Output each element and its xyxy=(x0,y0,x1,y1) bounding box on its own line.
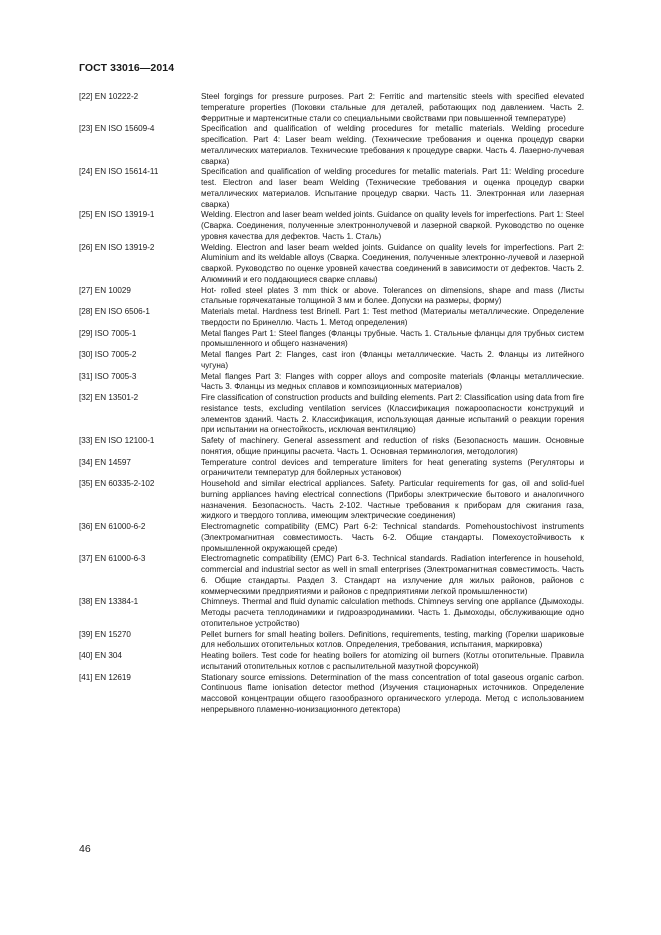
reference-id: [34] EN 14597 xyxy=(79,457,131,467)
reference-id: [32] EN 13501-2 xyxy=(79,393,139,402)
reference-id: [23] EN ISO 15609-4 xyxy=(79,124,155,134)
reference-item xyxy=(79,673,584,716)
reference-id: [30] ISO 7005-2 xyxy=(79,350,137,359)
reference-item xyxy=(79,630,584,652)
page-number: 46 xyxy=(79,843,91,855)
reference-id: [28] EN ISO 6506-1 xyxy=(79,307,150,316)
reference-text: Electromagnetic compatibility (EMC) Part 6-2: Technical standards. Pomehoustochivost instruments (Электромагнитная совместимость. Часть 6-2. Общие стандарты. Помехоустойчивость к промышленной окружающей среде) xyxy=(201,522,584,553)
reference-item xyxy=(79,210,584,242)
reference-text: Metal flanges Part 2: Flanges, cast iron (Фланцы металлические. Часть 2. Фланцы из литейного чугуна) xyxy=(201,350,584,370)
reference-item xyxy=(79,372,584,394)
reference-id: [39] EN 15270 xyxy=(79,629,131,639)
reference-text: Fire classification of construction products and building elements. Part 2: Classification using data from fire resistance tests, excluding ventilation services (Классификация пожароопасности конструкций и элементов зданий. Часть 2. Классификация, использующая данные испытаний о реакции горения при испытании на огнестойкость, исключая вентиляцию) xyxy=(201,393,584,435)
reference-id: [29] ISO 7005-1 xyxy=(79,328,137,338)
reference-item xyxy=(79,651,584,673)
reference-id: [38] EN 13384-1 xyxy=(79,597,139,607)
reference-text: Metal flanges Part 3: Flanges with copper alloys and composite materials (Фланцы металлические. Часть 3. Фланцы из медных сплавов и композиционных материалов) xyxy=(201,371,584,392)
reference-item xyxy=(79,286,584,308)
reference-item xyxy=(79,167,584,210)
reference-list xyxy=(79,92,584,716)
reference-item xyxy=(79,329,584,351)
reference-text: Steel forgings for pressure purposes. Part 2: Ferritic and martensitic steels with specified elevated temperature properties (Поковки стальные для деталей, работающих под давлением. Часть 2. Ферритные и мартенситные стали со специальными свойствами при повышенной температуре) xyxy=(201,92,584,123)
reference-text: Electromagnetic compatibility (EMC) Part 6-3. Technical standards. Radiation interference in household, commercial and industrial sector as well in small enterprises (Электромагнитная совместимость. Часть 6. Общие стандарты. Раздел 3. Стандарт на излучение для жилых районов, районов с коммерческими предприятиями и районов с предприятиями легкой промышленности) xyxy=(201,554,584,596)
reference-text: Temperature control devices and temperature limiters for heat generating systems (Регуляторы и ограничители температур для бойлерных установок) xyxy=(201,457,584,478)
reference-id: [37] EN 61000-6-3 xyxy=(79,554,146,564)
reference-text: Safety of machinery. General assessment and reduction of risks (Безопасность машин. Основные понятия, общие принципы расчета. Часть 1. Основная терминология, методология) xyxy=(201,436,584,456)
reference-id: [27] EN 10029 xyxy=(79,285,131,295)
reference-id: [36] EN 61000-6-2 xyxy=(79,522,146,531)
reference-text: Specification and qualification of welding procedures for metallic materials. Welding procedure specification. Part 4: Laser beam welding. (Технические требования и оценка процедур сварки металлических материалов. Технические требования к процедуре сварки. Часть 4. Лазерно-лучевая сварка) xyxy=(201,124,584,166)
reference-id: [25] EN ISO 13919-1 xyxy=(79,210,155,220)
reference-id: [31] ISO 7005-3 xyxy=(79,371,137,381)
reference-item xyxy=(79,350,584,372)
reference-item xyxy=(79,124,584,167)
reference-text: Materials metal. Hardness test Brinell. Part 1: Test method (Материалы металлические. Определение твердости по Бринеллю. Часть 1. Метод определения) xyxy=(201,307,584,327)
document-header: ГОСТ 33016—2014 xyxy=(79,62,175,74)
reference-id: [35] EN 60335-2-102 xyxy=(79,479,155,488)
reference-text: Welding. Electron and laser beam welded joints. Guidance on quality levels for imperfections. Part 2: Aluminium and its weldable alloys (Сварка. Соединения, полученные электронно-лучевой и лазерной сваркой. Руководство по оценке уровней качества соединений в зависимости от дефектов. Часть 2. Алюминий и его поддающиеся сварке сплавы) xyxy=(201,242,584,284)
reference-text: Pellet burners for small heating boilers. Definitions, requirements, testing, marking (Горелки шариковые для небольших отопительных котлов. Определения, требования, испытания, маркировка) xyxy=(201,629,584,650)
reference-item xyxy=(79,307,584,329)
reference-id: [33] EN ISO 12100-1 xyxy=(79,436,155,445)
reference-id: [41] EN 12619 xyxy=(79,672,131,682)
reference-text: Specification and qualification of welding procedures for metallic materials. Part 11: Welding procedure test. Electron and laser beam Welding (Технические требования и оценка процедур сварки металлических материалов. Испытание процедур сварки. Часть 11. Электронная или лазерная сварка) xyxy=(201,167,584,209)
reference-text: Stationary source emissions. Determination of the mass concentration of total gaseous organic carbon. Continuous flame ionisation detector method (Изучения стационарных источников. Определение массовой концентрации общего газообразного органического углерода. Метод с использованием непрерывного пламенно-ионизационного детектора) xyxy=(201,672,584,714)
reference-text: Welding. Electron and laser beam welded joints. Guidance on quality levels for imperfections. Part 1: Steel (Сварка. Соединения, полученные электроннолучевой и лазерной сваркой. Руководство по оценке уровня качества для дефектов. Часть 1. Сталь) xyxy=(201,210,584,241)
reference-item xyxy=(79,393,584,436)
reference-item xyxy=(79,479,584,522)
reference-id: [26] EN ISO 13919-2 xyxy=(79,242,155,252)
reference-item xyxy=(79,92,584,124)
reference-text: Hot- rolled steel plates 3 mm thick or above. Tolerances on dimensions, shape and mass (Листы стальные горячекатаные толщиной 3 мм и более. Допуски на размеры, форму) xyxy=(201,285,584,306)
reference-item xyxy=(79,243,584,286)
reference-id: [24] EN ISO 15614-11 xyxy=(79,167,159,177)
reference-text: Chimneys. Thermal and fluid dynamic calculation methods. Chimneys serving one appliance (Дымоходы. Методы расчета теплодинамики и гидроаэродинамики. Часть 1. Дымоходы, обслуживающие одно отопительное устройство) xyxy=(201,597,584,628)
reference-item xyxy=(79,597,584,629)
reference-item xyxy=(79,522,584,554)
reference-text: Household and similar electrical appliances. Safety. Particular requirements for gas, oil and solid-fuel burning appliances having electrical connections (Приборы электрические бытового и аналогичного назначения. Безопасность. Часть 2-102. Частные требования к приборам для сжигания газа, жидкого и твердого топлива, имеющим электрические соединения) xyxy=(201,479,584,521)
reference-text: Heating boilers. Test code for heating boilers for atomizing oil burners (Котлы отопительные. Правила испытаний отопительных котлов с распылительной мазутной форсункой) xyxy=(201,651,584,671)
reference-item xyxy=(79,554,584,597)
reference-item xyxy=(79,436,584,458)
reference-text: Metal flanges Part 1: Steel flanges (Фланцы трубные. Часть 1. Стальные фланцы для трубных систем промышленного и общего назначения) xyxy=(201,328,584,349)
reference-id: [22] EN 10222-2 xyxy=(79,92,139,101)
reference-id: [40] EN 304 xyxy=(79,651,122,660)
reference-item xyxy=(79,458,584,480)
